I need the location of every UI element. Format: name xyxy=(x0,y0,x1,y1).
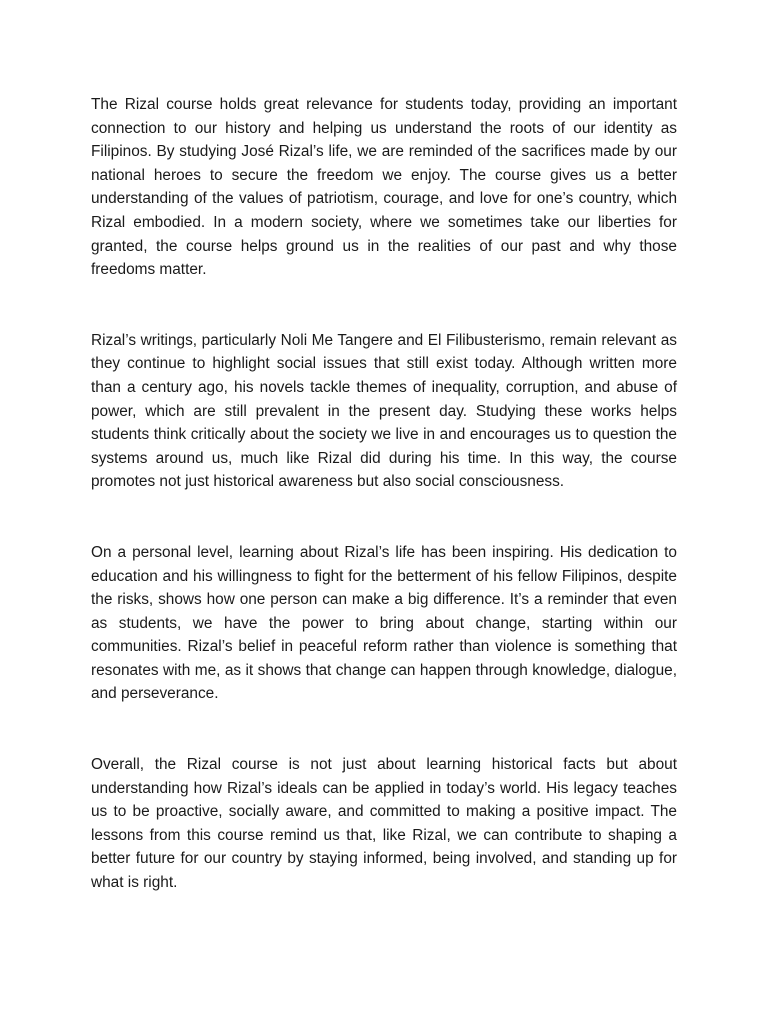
paragraph-3: On a personal level, learning about Rizal’s life has been inspiring. His dedication to education and his willingness to fight for the betterment of his fellow Filipinos, despite the risks, shows how one person can make a big difference. It’s a reminder that even as students, we have the power to bring about change, starting within our communities. Rizal’s belief in peaceful reform rather than violence is something that resonates with me, as it shows that change can happen through knowledge, dialogue, and perseverance. xyxy=(91,543,677,703)
paragraph-2: Rizal’s writings, particularly Noli Me Tangere and El Filibusterismo, remain relevant as they continue to highlight social issues that still exist today. Although written more than a century ago, his novels tackle themes of inequality, corruption, and abuse of power, which are still prevalent in the present day. Studying these works helps students think critically about the society we live in and encourages us to question the systems around us, much like Rizal did during his time. In this way, the course promotes not just historical awareness but also social consciousness. xyxy=(91,331,677,491)
paragraph-1: The Rizal course holds great relevance for students today, providing an important connection to our history and helping us understand the roots of our identity as Filipinos. By studying José Rizal’s life, we are reminded of the sacrifices made by our national heroes to secure the freedom we enjoy. The course gives us a better understanding of the values of patriotism, courage, and love for one’s country, which Rizal embodied. In a modern society, where we sometimes take our liberties for granted, the course helps ground us in the realities of our past and why those freedoms matter. xyxy=(91,96,677,279)
paragraph-4: Overall, the Rizal course is not just about learning historical facts but about understanding how Rizal’s ideals can be applied in today’s world. His legacy teaches us to be proactive, socially aware, and committed to making a positive impact. The lessons from this course remind us that, like Rizal, we can contribute to shaping a better future for our country by staying informed, being involved, and standing up for what is right. xyxy=(91,756,677,892)
document-body xyxy=(91,93,677,895)
